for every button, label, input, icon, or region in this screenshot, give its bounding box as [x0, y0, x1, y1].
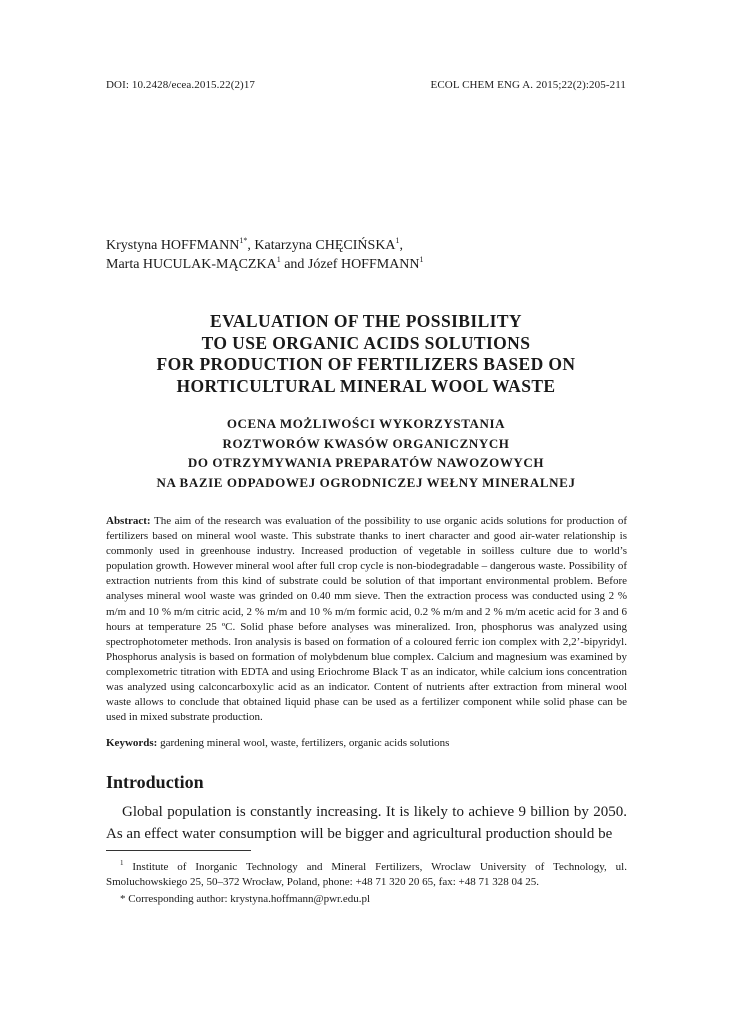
author-affiliation-mark: 1: [276, 255, 281, 264]
footnote-mark: 1: [120, 859, 124, 867]
author-separator: ,: [399, 238, 404, 253]
keywords: [106, 736, 627, 751]
abstract: [106, 514, 627, 725]
title-line: HORTICULTURAL MINERAL WOOL WASTE: [176, 375, 556, 396]
title-line: TO USE ORGANIC ACIDS SOLUTIONS: [201, 332, 531, 353]
polish-title: [106, 414, 626, 492]
keywords-label: Keywords:: [106, 737, 158, 749]
author-name: Marta HUCULAK-MĄCZKA: [106, 257, 277, 272]
author-affiliation-mark: 1*: [239, 236, 248, 245]
corresponding-author-footnote: * Corresponding author: krystyna.hoffmann@pwr.edu.pl: [120, 893, 371, 905]
english-title: [106, 311, 626, 397]
title-line: FOR PRODUCTION OF FERTILIZERS BASED ON: [156, 354, 576, 374]
author-list: [106, 236, 646, 274]
author-name: Katarzyna CHĘCIŃSKA: [254, 238, 396, 253]
title-line: NA BAZIE ODPADOWEJ OGRODNICZEJ WEŁNY MINERALNEJ: [156, 474, 576, 490]
author-separator: ,: [247, 238, 255, 253]
journal-header: ECOL CHEM ENG A. 2015;22(2):205-211: [430, 79, 626, 91]
title-line: OCENA MOŻLIWOŚCI WYKORZYSTANIA: [226, 416, 506, 431]
author-affiliation-mark: 1: [395, 236, 400, 245]
author-name: Krystyna HOFFMANN: [106, 238, 240, 253]
abstract-text: The aim of the research was evaluation of the possibility to use organic acids solutions for production of fertilizers based on mineral wool waste. This substrate thanks to inert character and good air-water relationship is commonly used in greenhouse industry. Increased production of vegetable in soilless culture due to world’s population growth. However mineral wool after full crop cycle is non-biodegradable – dangerous waste. Possibility of extraction nutrients from this kind of substrate could be solution of that important environmental problem. Before analyses mineral wool waste was grinded on 0.40 mm sieve. Then the extraction process was conducted using 2 % m/m and 10 % m/m citric acid, 2 % m/m and 10 % m/m formic acid, 0.2 % m/m and 2 % m/m acetic acid for 3 and 6 hours at temperature 25 ºC. Solid phase before analyses was mineralized. Iron, phosphorus was analyzed using spectrophotometer methods. Iron analysis is based on formation of a coloured ferric ion complex with 2,2’-bipyridyl. Phosphorus analysis is based on formation of molybdenum blue complex. Calcium and magnesium was examined by complexometric titration with EDTA and using Eriochrome Black T as an indicator, while calcium ions concentration was analyzed using calconcarboxylic acid as an indicator. Content of nutrients after extraction from mineral wool waste allows to conclude that obtained liquid phase can be used as a fertilizer component while solid phase can be used in mixed substrate production.: [106, 515, 627, 724]
author-separator: and: [280, 257, 308, 272]
footnote-divider: [106, 850, 251, 851]
footnote-text: Institute of Inorganic Technology and Mineral Fertilizers, Wroclaw University of Technology, ul. Smoluchowskiego 25, 50–372 Wrocław, Poland, phone: +48 71 320 20 65, fax: +48 71 328 04 25.: [106, 861, 627, 888]
section-heading: Introduction: [106, 772, 204, 792]
title-line: DO OTRZYMYWANIA PREPARATÓW NAWOZOWYCH: [187, 455, 545, 470]
doi-header: DOI: 10.2428/ecea.2015.22(2)17: [106, 79, 256, 91]
body-paragraph: Global population is constantly increasing. It is likely to achieve 9 billion by 2050. As an effect water consumption will be bigger and agricultural production should be: [106, 804, 627, 842]
author-affiliation-mark: 1: [419, 255, 424, 264]
keywords-text: gardening mineral wool, waste, fertilizers, organic acids solutions: [157, 737, 450, 749]
author-name: Józef HOFFMANN: [307, 257, 420, 272]
abstract-label: Abstract:: [106, 515, 151, 527]
title-line: EVALUATION OF THE POSSIBILITY: [210, 311, 522, 331]
affiliation-footnote: [106, 860, 627, 890]
title-line: ROZTWORÓW KWASÓW ORGANICZNYCH: [222, 435, 510, 451]
